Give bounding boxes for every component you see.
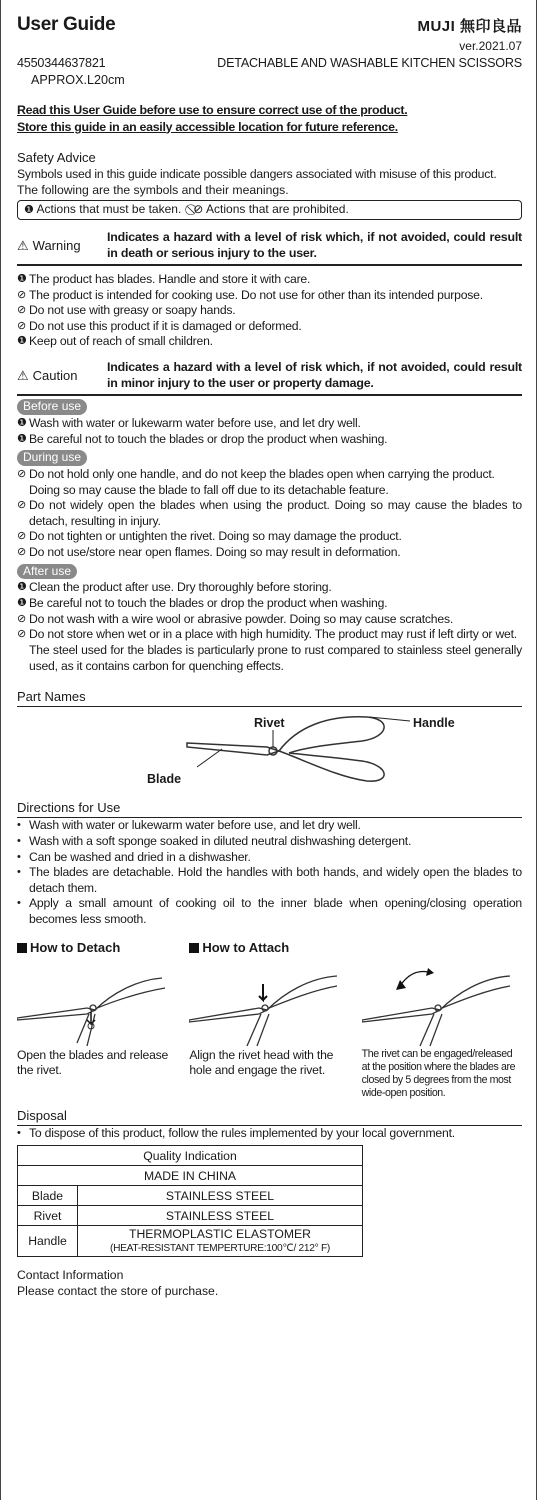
item-indent <box>17 643 29 674</box>
list-item-text: Do not widely open the blades when using the product. Doing so may cause the blades to detach, resulting in injury. <box>29 498 522 528</box>
product-name: DETACHABLE AND WASHABLE KITCHEN SCISSORS <box>217 55 522 70</box>
list-item-text: Do not use with greasy or soapy hands. <box>29 303 236 318</box>
square-bullet-icon <box>189 943 199 953</box>
list-item <box>17 498 522 529</box>
symbol-legend <box>17 200 522 220</box>
safety-heading: Safety Advice <box>17 149 96 165</box>
before-use-list <box>17 416 522 447</box>
notice-block <box>17 102 522 135</box>
square-bullet-icon <box>17 943 27 953</box>
list-item <box>17 596 522 612</box>
list-item-text: Doing so may cause the blade to fall off due to its detachable feature. <box>29 482 389 497</box>
list-item <box>17 896 522 927</box>
disposal-heading: Disposal <box>17 1107 522 1126</box>
list-item <box>17 627 522 643</box>
bullet-icon: • <box>17 866 21 879</box>
table-row <box>18 1186 363 1206</box>
part-names-heading: Part Names <box>17 688 522 707</box>
list-item <box>17 272 522 288</box>
list-item-text: Clean the product after use. Dry thoroughly before storing. <box>29 580 332 595</box>
rivet-label: Rivet <box>254 716 285 731</box>
list-item-text: Be careful not to touch the blades or drop the product when washing. <box>29 596 388 611</box>
detach-text: Open the blades and release the rivet. <box>17 1047 169 1078</box>
disposal-text: To dispose of this product, follow the rules implemented by your local government. <box>29 1125 455 1140</box>
list-item-text: Do not wash with a wire wool or abrasive powder. Doing so may cause scratches. <box>29 611 454 626</box>
notice-line-1: Read this User Guide before use to ensure correct use of the product. <box>17 103 408 118</box>
product-code: 4550344637821 <box>17 55 106 70</box>
list-item <box>17 580 522 596</box>
list-item-text: Do not use/store near open flames. Doing so may result in deformation. <box>29 545 401 560</box>
contact-text: Please contact the store of purchase. <box>17 1284 219 1299</box>
caution-banner <box>17 356 522 396</box>
prohibited-icon: ⊘ <box>17 546 27 559</box>
list-item-text: The steel used for the blades is particularly prone to rust compared to stainless steel generally used, as it contains carbon for quenching effects. <box>29 642 522 673</box>
list-item-text: The blades are detachable. Hold the handles with both hands, and widely open the blades to detach them. <box>29 865 522 895</box>
brand-logo: MUJI 無印良品 <box>417 18 522 36</box>
list-item-text: Do not hold only one handle, and do not keep the blades open when carrying the product. <box>29 466 495 481</box>
list-item <box>17 432 522 448</box>
list-item-text: Can be washed and dried in a dishwasher. <box>29 849 251 864</box>
warning-banner <box>17 226 522 266</box>
attach-text: Align the rivet head with the hole and engage the rivet. <box>189 1047 334 1078</box>
table-row <box>18 1206 363 1226</box>
prohibited-icon-glyph: ⊘ <box>193 202 204 217</box>
detach-illustration <box>17 958 167 1048</box>
page-title: User Guide <box>17 14 116 35</box>
list-item <box>17 334 522 350</box>
row-value: STAINLESS STEEL <box>78 1186 363 1206</box>
list-item <box>17 303 522 319</box>
must-icon: ❶ <box>24 204 34 217</box>
row-label: Blade <box>18 1186 78 1206</box>
handle-label: Handle <box>413 716 455 731</box>
must-icon: ❶ <box>17 581 27 594</box>
prohibited-icon: ⊘ <box>17 319 27 332</box>
safety-advice <box>17 149 522 220</box>
caution-triangle-icon: ⚠ <box>17 368 29 384</box>
bullet-icon: • <box>17 897 21 910</box>
must-icon: ❶ <box>17 273 27 286</box>
list-item <box>17 818 522 834</box>
contact-block <box>17 1267 522 1299</box>
quality-title: Quality Indication <box>18 1146 363 1166</box>
legend-must: Actions that must be taken. <box>36 202 182 217</box>
list-item-text: Do not use this product if it is damaged or deformed. <box>29 318 302 333</box>
must-icon: ❶ <box>17 416 27 429</box>
quality-origin: MADE IN CHINA <box>18 1166 363 1186</box>
attach-title: How to Attach <box>202 940 290 956</box>
list-item <box>17 834 522 850</box>
warning-text: Indicates a hazard with a level of risk which, if not avoided, could result in death or serious injury to the user. <box>107 230 522 260</box>
version-label: ver.2021.07 <box>459 39 522 54</box>
product-line <box>17 55 522 72</box>
list-item <box>17 643 522 674</box>
part-names-diagram <box>17 707 522 799</box>
directions-heading: Directions for Use <box>17 799 522 818</box>
list-item-text: Do not store when wet or in a place with high humidity. The product may rust if left dirty or wet. <box>29 627 517 642</box>
list-item <box>17 467 522 483</box>
must-icon: ❶ <box>17 335 27 348</box>
rivet-note <box>362 938 522 1101</box>
list-item-text: Be careful not to touch the blades or drop the product when washing. <box>29 431 388 446</box>
list-item-text: Wash with a soft sponge soaked in diluted neutral dishwashing detergent. <box>29 834 412 849</box>
bullet-icon: • <box>17 835 21 848</box>
bullet-icon: • <box>17 850 21 863</box>
during-use-list <box>17 467 522 561</box>
during-use-badge: During use <box>17 450 87 466</box>
must-icon: ❶ <box>17 432 27 445</box>
list-item-text: Wash with water or lukewarm water before use, and let dry well. <box>29 818 361 833</box>
prohibited-icon: ⊘ <box>17 612 27 625</box>
list-item <box>17 612 522 628</box>
rotation-illustration <box>362 958 512 1048</box>
prohibited-icon: ⊘ <box>17 467 27 480</box>
list-item-text: The product has blades. Handle and store it with care. <box>29 272 311 287</box>
caution-label: Caution <box>32 368 78 384</box>
contact-heading: Contact Information <box>17 1267 124 1282</box>
list-item-text: Keep out of reach of small children. <box>29 334 213 349</box>
row-label: Rivet <box>18 1206 78 1226</box>
row-note: (HEAT-RESISTANT TEMPERTURE:100℃/ 212° F) <box>110 1243 330 1255</box>
must-icon: ❶ <box>17 597 27 610</box>
how-to-attach <box>189 938 349 1101</box>
warning-triangle-icon: ⚠ <box>17 237 29 253</box>
prohibited-icon: ⊘ <box>17 628 27 641</box>
rivet-note-text: The rivet can be engaged/released at the position where the blades are closed by 5 degrees from the most wide-open position. <box>361 1047 516 1100</box>
list-item <box>17 288 522 304</box>
how-to-detach <box>17 938 177 1101</box>
before-use-section <box>17 396 522 447</box>
after-use-badge: After use <box>17 564 77 580</box>
warning-label: Warning <box>32 237 81 253</box>
safety-intro-1: Symbols used in this guide indicate possible dangers associated with misuse of this product. <box>17 167 497 182</box>
list-item-text: The product is intended for cooking use. Do not use for other than its intended purpose. <box>29 287 483 302</box>
row-label: Handle <box>18 1226 78 1257</box>
item-indent <box>17 483 29 499</box>
after-use-list <box>17 580 522 674</box>
list-item <box>17 319 522 335</box>
guide-header <box>17 0 522 37</box>
list-item <box>17 545 522 561</box>
detach-title: How to Detach <box>30 940 121 956</box>
list-item <box>17 483 522 499</box>
after-use-section <box>17 561 522 674</box>
caution-text: Indicates a hazard with a level of risk which, if not avoided, could result in minor injury to the user or property damage. <box>107 360 522 390</box>
list-item <box>17 416 522 432</box>
bullet-icon: • <box>17 1126 21 1139</box>
legend-prohibited: Actions that are prohibited. <box>206 202 349 217</box>
before-use-badge: Before use <box>17 399 87 415</box>
quality-indication-table <box>17 1145 363 1257</box>
bullet-icon: • <box>17 819 21 832</box>
blade-label: Blade <box>147 772 182 787</box>
product-size: APPROX.L20cm <box>31 72 125 87</box>
warning-list <box>17 272 522 350</box>
table-row <box>18 1226 363 1257</box>
prohibited-icon: ⊘ <box>17 288 27 301</box>
safety-intro-2: The following are the symbols and their meanings. <box>17 183 289 198</box>
during-use-section <box>17 447 522 560</box>
list-item-text: Do not tighten or untighten the rivet. Doing so may damage the product. <box>29 529 402 544</box>
attach-illustration <box>189 958 339 1048</box>
prohibited-icon: ⊘ <box>17 530 27 543</box>
row-value: STAINLESS STEEL <box>78 1206 363 1226</box>
notice-line-2: Store this guide in an easily accessible location for future reference. <box>17 119 398 134</box>
list-item-text: Wash with water or lukewarm water before use, and let dry well. <box>29 415 361 430</box>
prohibited-icon: ⊘ <box>17 499 27 512</box>
disposal-item <box>17 1126 522 1142</box>
directions-list <box>17 818 522 927</box>
list-item <box>17 850 522 866</box>
list-item-text: Apply a small amount of cooking oil to the inner blade when opening/closing operation becomes less smooth. <box>29 896 522 927</box>
prohibited-icon: ⊘ <box>17 304 27 317</box>
row-value: THERMOPLASTIC ELASTOMER <box>129 1227 311 1242</box>
list-item <box>17 865 522 896</box>
list-item <box>17 529 522 545</box>
how-to-section <box>17 938 522 1101</box>
